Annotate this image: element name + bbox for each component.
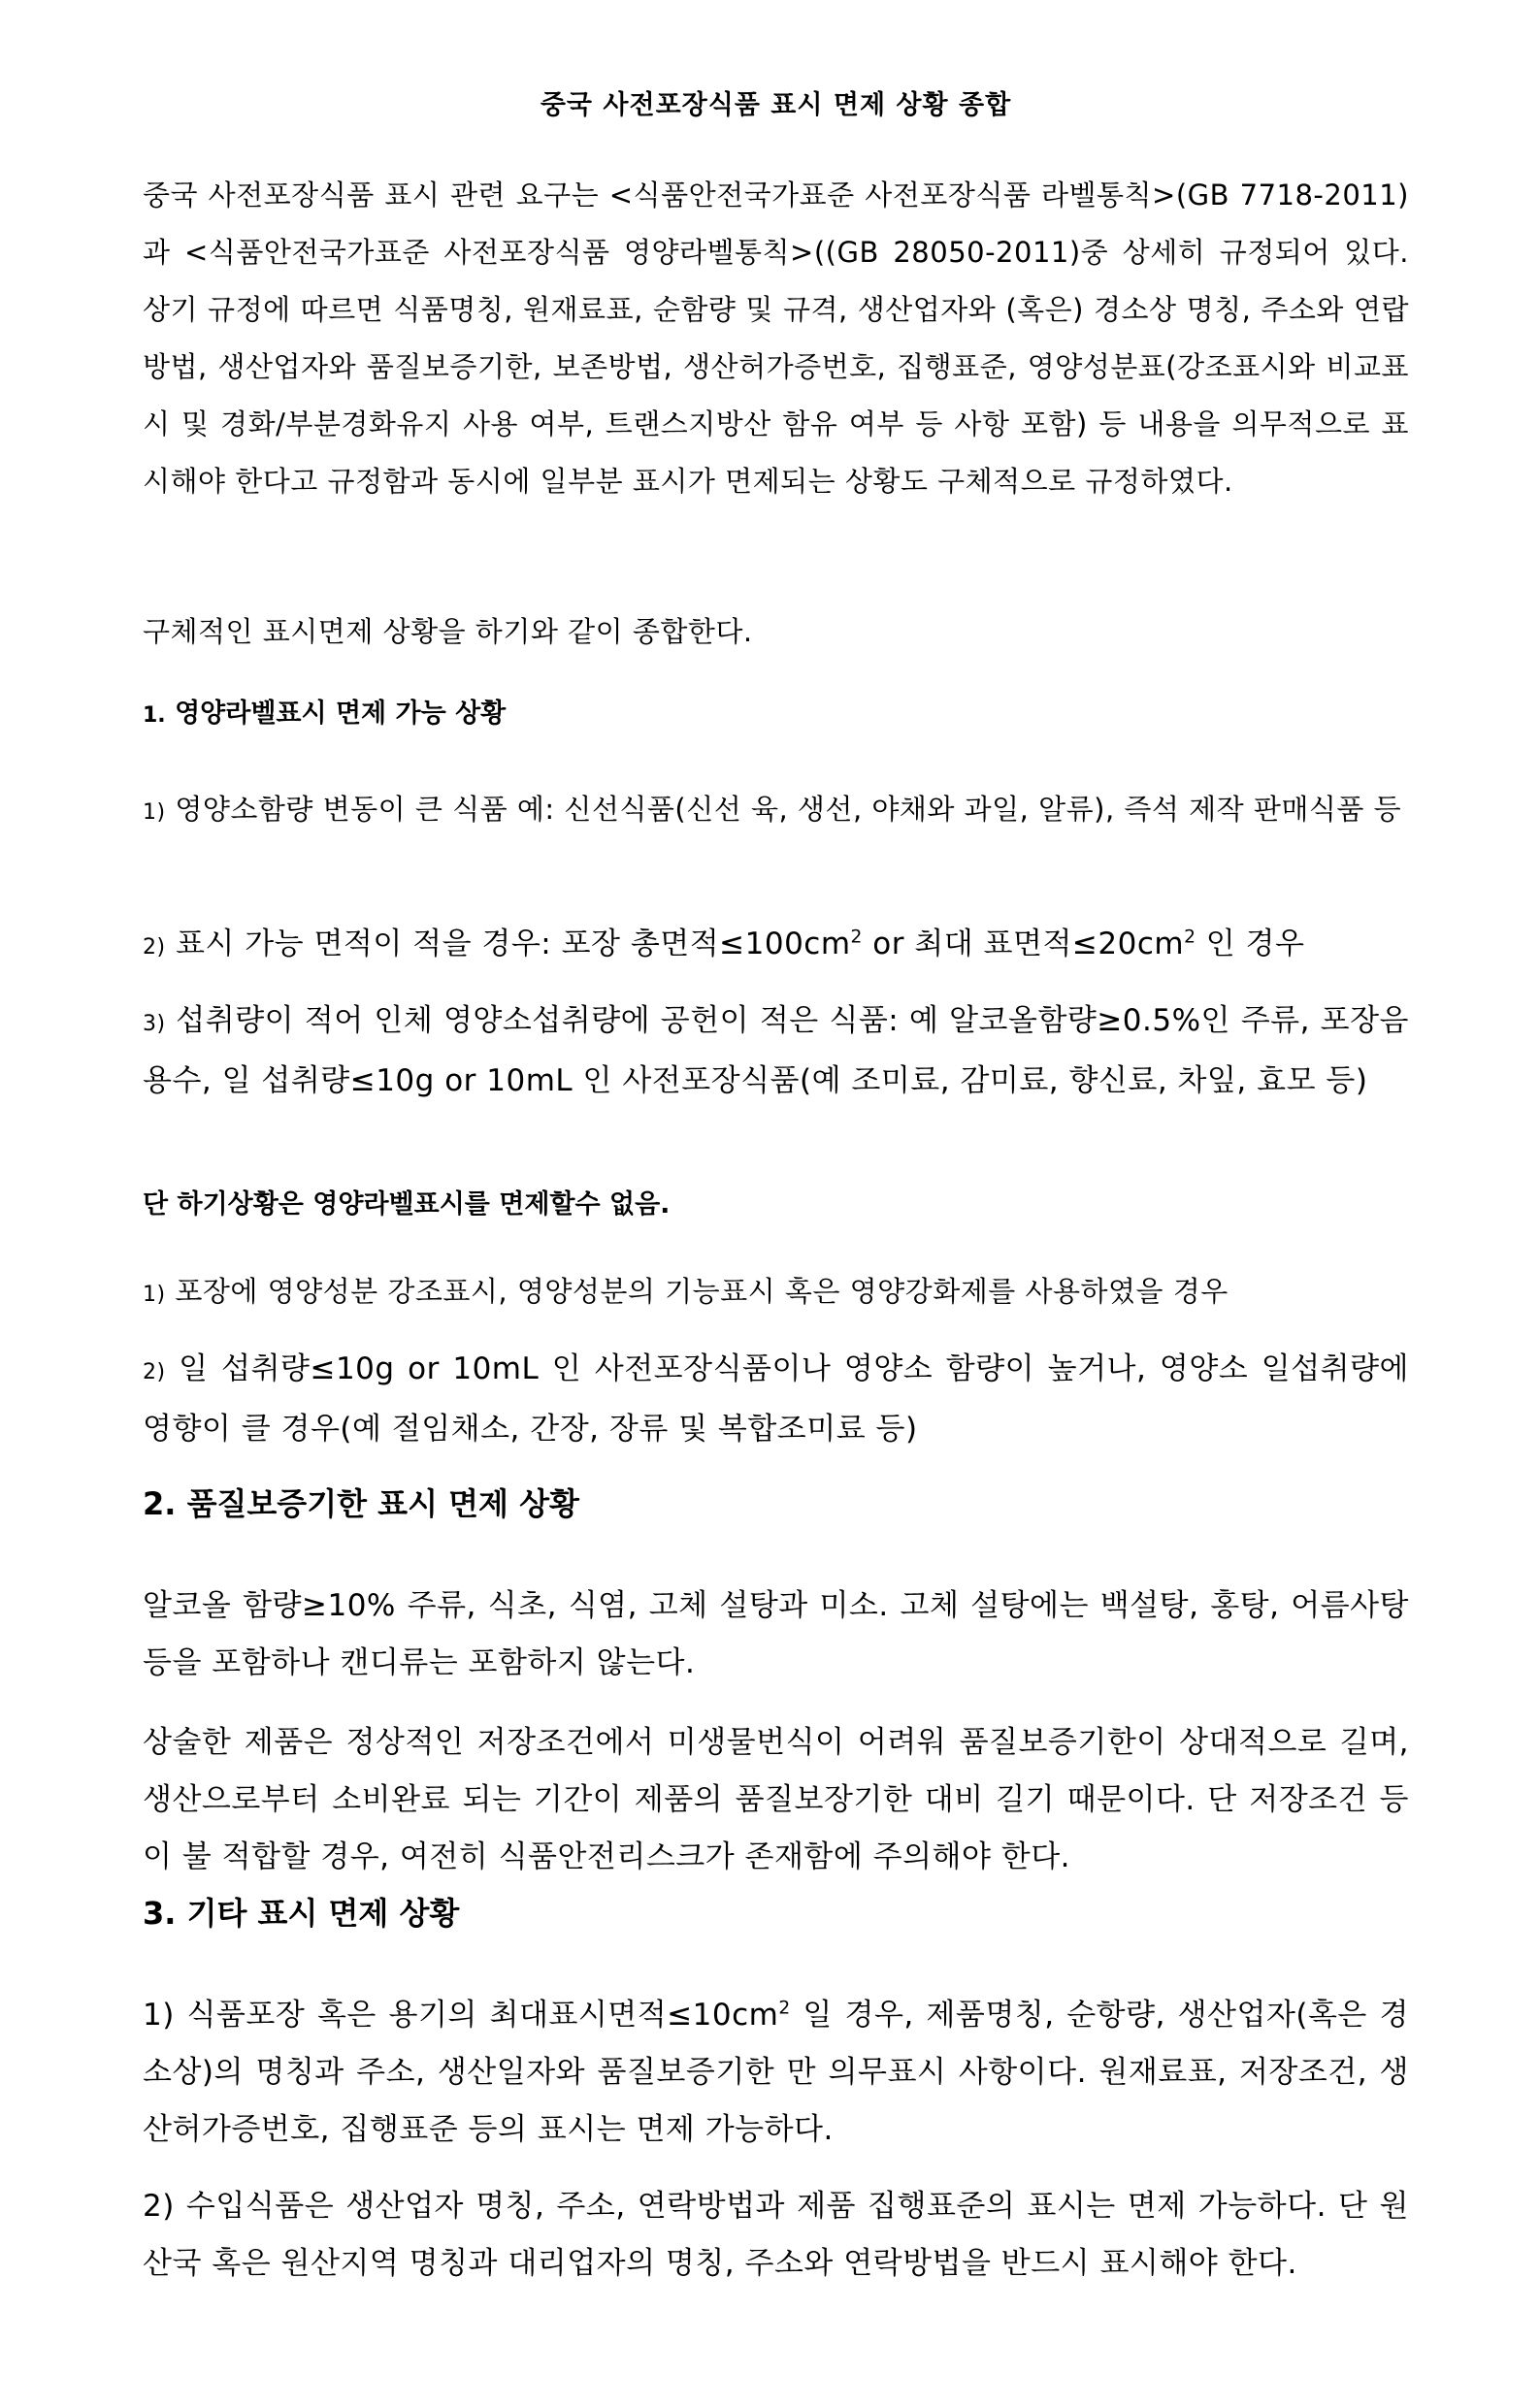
summary-paragraph: 구체적인 표시면제 상황을 하기와 같이 종합한다. — [143, 615, 753, 648]
section1-item2-text-after: 인 경우 — [1196, 927, 1305, 961]
section1-item1-text: 영양소함량 변동이 큰 식품 예: 신선식품(신선 육, 생선, 야채와 과일, 알류), 즉석 제작 판매식품 등 — [175, 793, 1402, 826]
section1-exception-heading: 단 하기상황은 영양라벨표시를 면제할수 없음. — [143, 1189, 671, 1220]
section2-heading: 2. 품질보증기한 표시 면제 상황 — [143, 1485, 579, 1522]
section1-item3-number: 3) — [143, 1012, 166, 1036]
intro-paragraph: 중국 사전포장식품 표시 관련 요구는 <식품안전국가표준 사전포장식품 라벨통칙>(GB 7718-2011)과 <식품안전국가표준 사전포장식품 영양라벨통칙>((GB 28050-2011)중 상세히 규정되어 있다. 상기 규정에 따르면 식품명칭, 원재료표, 순함량 및 규격, 생산업자와 (혹은) 경소상 명칭, 주소와 연랍방법, 생산업자와 품질보증기한, 보존방법, 생산허가증번호, 집행표준, 영양성분표(강조표시와 비교표시 및 경화/부분경화유지 사용 여부, 트랜스지방산 함유 여부 등 사항 포함) 등 내용을 의무적으로 표시해야 한다고 규정함과 동시에 일부분 표시가 면제되는 상황도 구체적으로 규정하였다. — [143, 179, 1409, 498]
section2-paragraph2: 상술한 제품은 정상적인 저장조건에서 미생물번식이 어려워 품질보증기한이 상대적으로 길며, 생산으로부터 소비완료 되는 기간이 제품의 품질보장기한 대비 길기 때문이다. 단 저장조건 등이 불 적합할 경우, 여전히 식품안전리스크가 존재함에 주의해야 한다. — [143, 1725, 1409, 1874]
section1-item2-sup1: 2 — [850, 927, 863, 948]
section1-exception2 — [143, 1341, 1409, 1458]
section1-heading-text: 영양라벨표시 면제 가능 상황 — [175, 699, 507, 729]
section3-item1-sup: 2 — [778, 1998, 791, 2019]
section3-item2: 2) 수입식품은 생산업자 명칭, 주소, 연락방법과 제품 집행표준의 표시는 면제 가능하다. 단 원산국 혹은 원산지역 명칭과 대리업자의 명칭, 주소와 연락방법을 반드시 표시해야 한다. — [143, 2189, 1409, 2281]
section1-item2-text-mid: or 최대 표면적≤20cm — [862, 927, 1185, 961]
section1-item2-sup2: 2 — [1184, 927, 1196, 948]
document-title: 중국 사전포장식품 표시 면제 상황 종합 — [540, 90, 1012, 120]
section3-item1-text-before: 1) 식품포장 혹은 용기의 최대표시면적≤10cm — [143, 1998, 779, 2033]
section1-heading — [143, 695, 1409, 735]
section1-item2-number: 2) — [143, 935, 166, 960]
section1-item2-text-before: 표시 가능 면적이 적을 경우: 포장 총면적≤100cm — [175, 927, 851, 961]
section3-item1 — [143, 1987, 1409, 2159]
section2-paragraph1: 알코올 함량≥10% 주류, 식초, 식염, 고체 설탕과 미소. 고체 설탕에는 백설탕, 홍탕, 어름사탕 등을 포함하나 캔디류는 포함하지 않는다. — [143, 1588, 1409, 1680]
section1-item3-text: 섭취량이 적어 인체 영양소섭취량에 공헌이 적은 식품: 예 알코올함량≥0.5%인 주류, 포장음용수, 일 섭취량≤10g or 10mL 인 사전포장식품(예 조미료, 감미료, 향신료, 차잎, 효모 등) — [143, 1003, 1409, 1098]
section1-item2 — [143, 916, 1409, 976]
section1-exception2-text: 일 섭취량≤10g or 10mL 인 사전포장식품이나 영양소 함량이 높거나, 영양소 일섭취량에 영향이 클 경우(예 절임채소, 간장, 장류 및 복합조미료 등) — [143, 1351, 1409, 1447]
section1-item1-number: 1) — [143, 800, 166, 825]
section1-exception1-number: 1) — [143, 1283, 166, 1307]
section3-item1-text-after: 일 경우, 제품명칭, 순항량, 생산업자(혹은 경소상)의 명칭과 주소, 생산일자와 품질보증기한 만 의무표시 사항이다. 원재료표, 저장조건, 생산허가증번호, 집행표준 등의 표시는 면제 가능하다. — [143, 1998, 1409, 2147]
section1-exception1-text: 포장에 영양성분 강조표시, 영양성분의 기능표시 혹은 영양강화제를 사용하였을 경우 — [175, 1275, 1229, 1308]
section1-item1 — [143, 781, 1409, 841]
section1-number: 1. — [143, 703, 166, 728]
section3-heading: 3. 기타 표시 면제 상황 — [143, 1895, 460, 1932]
section1-exception2-number: 2) — [143, 1360, 166, 1384]
section1-exception1 — [143, 1263, 1409, 1323]
section1-item3 — [143, 992, 1409, 1110]
